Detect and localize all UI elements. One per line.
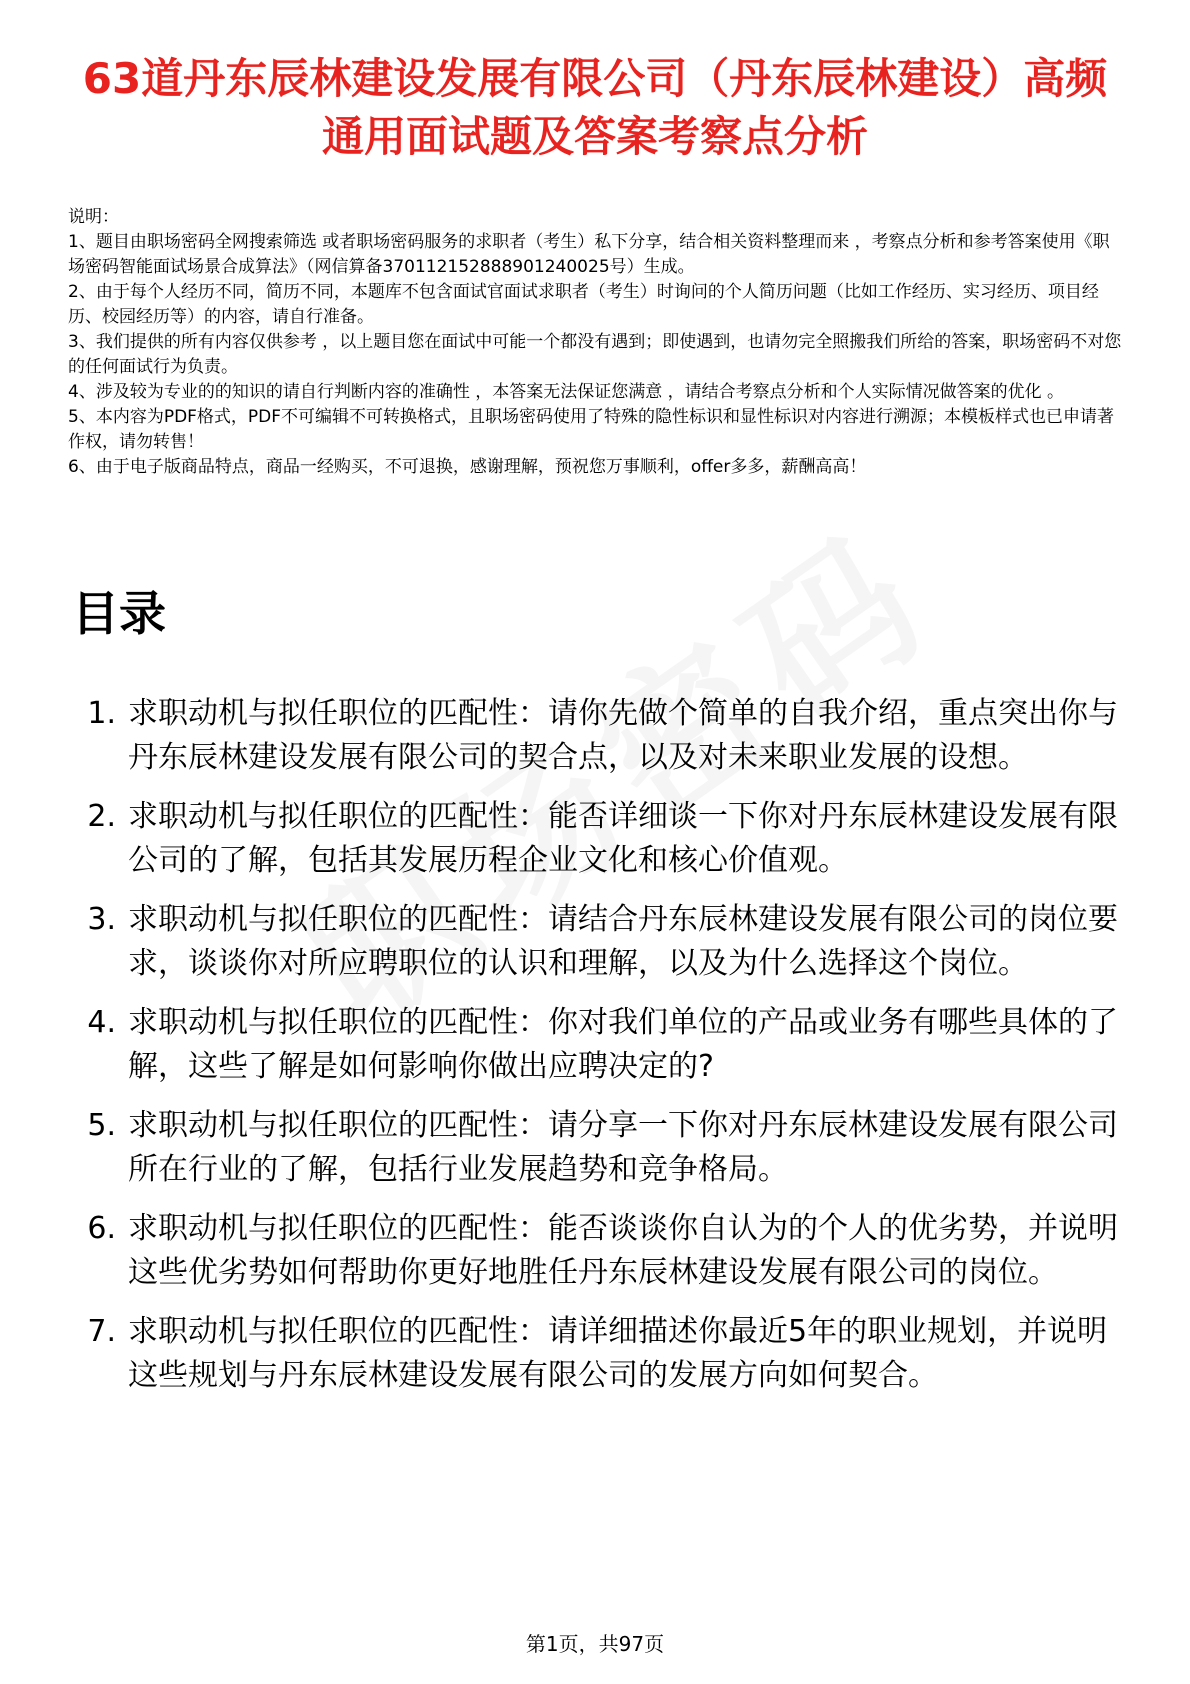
notes-item: 5、本内容为PDF格式，PDF不可编辑不可转换格式，且职场密码使用了特殊的隐性标识和显性标识对内容进行溯源；本模板样式也已申请著作权，请勿转售！ — [68, 407, 1115, 452]
toc-item-text: 求职动机与拟任职位的匹配性：能否详细谈一下你对丹东辰林建设发展有限公司的了解，包括其发展历程企业文化和核心价值观。 — [128, 799, 1118, 878]
toc-item-text: 求职动机与拟任职位的匹配性：请结合丹东辰林建设发展有限公司的岗位要求，谈谈你对所应聘职位的认识和理解，以及为什么选择这个岗位。 — [128, 902, 1118, 981]
toc-item-number: 7. — [87, 1314, 116, 1349]
toc-item[interactable] — [72, 1310, 1122, 1398]
toc-item[interactable] — [72, 1207, 1122, 1295]
toc-item-number: 4. — [87, 1005, 116, 1040]
notes-item: 1、题目由职场密码全网搜索筛选 或者职场密码服务的求职者（考生）私下分享，结合相关资料整理而来 ，考察点分析和参考答案使用《职场密码智能面试场景合成算法》（网信算备370112152888901240025号）生成。 — [68, 232, 1110, 277]
toc-item-text: 求职动机与拟任职位的匹配性：请详细描述你最近5年的职业规划，并说明这些规划与丹东辰林建设发展有限公司的发展方向如何契合。 — [128, 1314, 1108, 1393]
notes-section — [68, 205, 1122, 480]
notes-item: 3、我们提供的所有内容仅供参考 ，以上题目您在面试中可能一个都没有遇到；即使遇到，也请勿完全照搬我们所给的答案，职场密码不对您的任何面试行为负责。 — [68, 332, 1122, 377]
toc-item-text: 求职动机与拟任职位的匹配性：能否谈谈你自认为的个人的优劣势，并说明这些优劣势如何帮助你更好地胜任丹东辰林建设发展有限公司的岗位。 — [128, 1211, 1118, 1290]
toc-item-text: 求职动机与拟任职位的匹配性：你对我们单位的产品或业务有哪些具体的了解，这些了解是如何影响你做出应聘决定的? — [128, 1005, 1118, 1084]
notes-heading: 说明： — [68, 207, 119, 227]
toc-item[interactable] — [72, 795, 1122, 883]
toc-item-number: 2. — [87, 799, 116, 834]
document-title: 63道丹东辰林建设发展有限公司（丹东辰林建设）高频通用面试题及答案考察点分析 — [82, 54, 1108, 161]
toc-item[interactable] — [72, 898, 1122, 986]
toc-item[interactable] — [72, 692, 1122, 780]
toc-item-number: 6. — [87, 1211, 116, 1246]
toc-item[interactable] — [72, 1001, 1122, 1089]
notes-item: 4、涉及较为专业的的知识的请自行判断内容的准确性 ，本答案无法保证您满意 ，请结合考察点分析和个人实际情况做答案的优化 。 — [68, 382, 1065, 402]
page-footer: 第1页，共97页 — [525, 1632, 665, 1656]
toc-item-number: 5. — [87, 1108, 116, 1143]
notes-item: 6、由于电子版商品特点，商品一经购买，不可退换，感谢理解，预祝您万事顺利，offer多多，薪酬高高！ — [68, 457, 867, 477]
toc-item-number: 1. — [87, 696, 116, 731]
toc-item[interactable] — [72, 1104, 1122, 1192]
toc-item-text: 求职动机与拟任职位的匹配性：请你先做个简单的自我介绍，重点突出你与丹东辰林建设发展有限公司的契合点，以及对未来职业发展的设想。 — [128, 696, 1118, 775]
toc-list — [72, 692, 1122, 1413]
toc-heading: 目录 — [72, 587, 166, 642]
toc-item-text: 求职动机与拟任职位的匹配性：请分享一下你对丹东辰林建设发展有限公司所在行业的了解，包括行业发展趋势和竞争格局。 — [128, 1108, 1118, 1187]
toc-item-number: 3. — [87, 902, 116, 937]
notes-item: 2、由于每个人经历不同，简历不同，本题库不包含面试官面试求职者（考生）时询问的个人简历问题（比如工作经历、实习经历、项目经历、校园经历等）的内容，请自行准备。 — [68, 282, 1099, 327]
